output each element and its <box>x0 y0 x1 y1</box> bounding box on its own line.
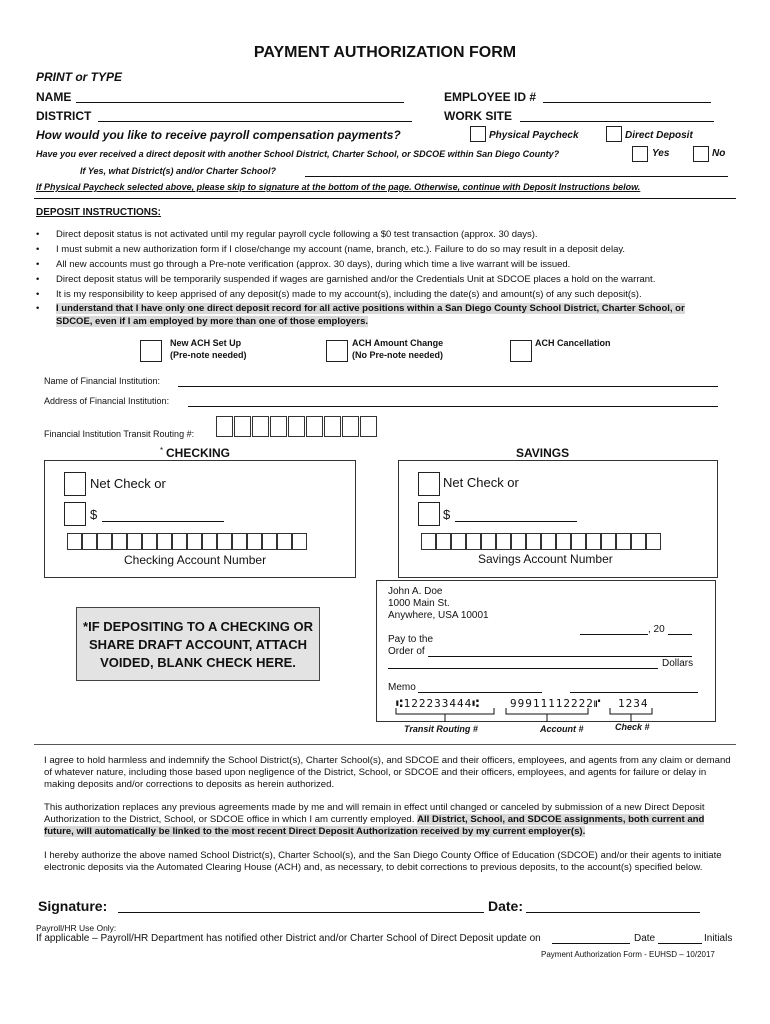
savings-digit-box[interactable] <box>451 533 466 550</box>
check-dollars: Dollars <box>662 658 694 669</box>
savings-digit-box[interactable] <box>436 533 451 550</box>
checking-account-label: Checking Account Number <box>124 553 267 567</box>
checking-digit-box[interactable] <box>292 533 307 550</box>
signature-field[interactable] <box>118 912 484 913</box>
savings-digit-box[interactable] <box>601 533 616 550</box>
payroll-notice: If applicable – Payroll/HR Department has notified other District and/or Charter School of Direct Deposit update on <box>36 933 541 944</box>
print-or-type: PRINT or TYPE <box>36 70 123 84</box>
routing-digit-box[interactable] <box>324 416 341 437</box>
checking-digit-box[interactable] <box>142 533 157 550</box>
savings-amount-field[interactable] <box>455 521 577 522</box>
ach-change-label: ACH Amount Change <box>352 338 444 348</box>
savings-dollar-sign: $ <box>443 507 451 522</box>
district-field[interactable] <box>98 121 412 122</box>
legal-para-1: I agree to hold harmless and indemnify the School District(s), Charter School(s), and SDCOE and their officers, employees, and agents from any claim or demand of whatever nature, including those based upon negligence of the District, School, or SDCOE and their officers, employees, and agents for failure or delay in making deposits and/or corrections to deposits as herein authorized. <box>44 755 731 790</box>
payroll-initials-field[interactable] <box>658 943 702 944</box>
checking-digit-box[interactable] <box>82 533 97 550</box>
employee-id-field[interactable] <box>543 102 711 103</box>
prior-no-label: No <box>712 148 726 159</box>
section-divider <box>34 198 736 199</box>
date-label: Date: <box>488 898 524 914</box>
savings-net-check-checkbox[interactable] <box>418 472 440 496</box>
check-name: John A. Doe <box>388 586 443 597</box>
page-title: PAYMENT AUTHORIZATION FORM <box>253 44 517 61</box>
check-street: 1000 Main St. <box>388 598 450 609</box>
savings-digit-box[interactable] <box>571 533 586 550</box>
micr-check: 1234 <box>618 697 649 710</box>
savings-digit-box[interactable] <box>541 533 556 550</box>
check-signature-line <box>570 692 698 693</box>
employee-id-label: EMPLOYEE ID # <box>444 90 537 104</box>
check-memo-line <box>418 692 542 693</box>
work-site-field[interactable] <box>520 121 714 122</box>
payroll-use-label: Payroll/HR Use Only: <box>36 923 117 933</box>
financial-address-field[interactable] <box>188 406 718 407</box>
checking-net-check-label: Net Check or <box>90 476 166 491</box>
legal-divider <box>34 744 736 745</box>
if-yes-field[interactable] <box>305 176 728 177</box>
voided-check-note: *IF DEPOSITING TO A CHECKING OR SHARE DRAFT ACCOUNT, ATTACH VOIDED, BLANK CHECK HERE. <box>76 607 320 681</box>
deposit-bullet: • I must submit a new authorization form if I close/change my account (name, branch, etc.). Failure to do so may result in a deposit delay. <box>36 244 626 255</box>
check-city: Anywhere, USA 10001 <box>388 610 489 621</box>
routing-digit-box[interactable] <box>234 416 251 437</box>
deposit-heading: DEPOSIT INSTRUCTIONS: <box>36 207 162 218</box>
ach-change-sublabel: (No Pre-note needed) <box>352 350 444 360</box>
work-site-label: WORK SITE <box>444 109 512 123</box>
physical-paycheck-label: Physical Paycheck <box>489 130 579 141</box>
savings-digit-box[interactable] <box>556 533 571 550</box>
check-order-of: Order of <box>388 646 425 657</box>
routing-digit-box[interactable] <box>216 416 233 437</box>
checking-star: * <box>160 446 164 455</box>
financial-name-field[interactable] <box>178 386 718 387</box>
signature-label: Signature: <box>38 898 108 914</box>
date-field[interactable] <box>526 912 700 913</box>
micr-label-check: Check # <box>615 722 650 732</box>
ach-cancel-checkbox[interactable] <box>510 340 532 362</box>
check-year-line <box>668 634 692 635</box>
check-date-suffix: , 20 <box>648 624 665 635</box>
checking-digit-box[interactable] <box>67 533 82 550</box>
prior-yes-checkbox[interactable] <box>632 146 648 162</box>
micr-account: 99911112222⑈ <box>510 697 602 710</box>
checking-amount-field[interactable] <box>102 521 224 522</box>
savings-digit-box[interactable] <box>586 533 601 550</box>
deposit-bullet-highlight-cont: SDCOE, even if I am employed by more than one of those employers. <box>56 316 368 327</box>
check-pay-to: Pay to the <box>388 634 434 645</box>
payroll-initials-word: Initials <box>704 933 733 944</box>
checking-digit-box[interactable] <box>127 533 142 550</box>
ach-change-checkbox[interactable] <box>326 340 348 362</box>
savings-digit-box[interactable] <box>481 533 496 550</box>
financial-address-label: Address of Financial Institution: <box>44 396 170 406</box>
savings-digit-box[interactable] <box>631 533 646 550</box>
checking-digit-box[interactable] <box>247 533 262 550</box>
checking-net-check-checkbox[interactable] <box>64 472 86 496</box>
routing-digit-box[interactable] <box>252 416 269 437</box>
checking-dollar-sign: $ <box>90 507 98 522</box>
deposit-bullet: • Direct deposit status is not activated until my regular payroll cycle following a $0 test transaction (approx. 30 days). <box>36 229 538 240</box>
name-field[interactable] <box>76 102 404 103</box>
checking-title: CHECKING <box>166 446 231 460</box>
routing-digit-box[interactable] <box>342 416 359 437</box>
checking-digit-box[interactable] <box>277 533 292 550</box>
checking-digit-box[interactable] <box>97 533 112 550</box>
checking-digit-box[interactable] <box>217 533 232 550</box>
check-payee-line <box>428 656 692 657</box>
deposit-bullet: • Direct deposit status will be temporarily suspended if wages are garnished and/or the Credentials Unit at SDCOE places a hold on the warrant. <box>36 274 656 285</box>
micr-label-routing: Transit Routing # <box>404 724 478 734</box>
district-label: DISTRICT <box>36 109 92 123</box>
savings-digit-box[interactable] <box>616 533 631 550</box>
checking-amount-checkbox[interactable] <box>64 502 86 526</box>
payroll-date-field[interactable] <box>552 943 630 944</box>
routing-label: Financial Institution Transit Routing #: <box>44 429 195 439</box>
ach-new-sublabel: (Pre-note needed) <box>170 350 247 360</box>
physical-paycheck-checkbox[interactable] <box>470 126 486 142</box>
checking-digit-box[interactable] <box>157 533 172 550</box>
savings-digit-box[interactable] <box>466 533 481 550</box>
prior-deposit-question: Have you ever received a direct deposit with another School District, Charter School, or SDCOE within San Diego County? <box>36 149 560 159</box>
deposit-bullet: • All new accounts must go through a Pre-note verification (approx. 30 days), during which time a live warrant will be issued. <box>36 259 571 270</box>
deposit-bullet: • It is my responsibility to keep apprised of any deposit(s) made to my account(s), including the date(s) and amount(s) of any such deposit(s). <box>36 289 642 300</box>
routing-digit-box[interactable] <box>360 416 377 437</box>
savings-account-label: Savings Account Number <box>478 552 613 566</box>
checking-digit-box[interactable] <box>202 533 217 550</box>
micr-routing: ⑆122233444⑆ <box>396 697 480 710</box>
savings-digit-box[interactable] <box>526 533 541 550</box>
prior-yes-label: Yes <box>652 148 670 159</box>
form-id: Payment Authorization Form - EUHSD – 10/2017 <box>541 950 715 959</box>
micr-label-account: Account # <box>540 724 584 734</box>
savings-digit-box[interactable] <box>496 533 511 550</box>
receive-question: How would you like to receive payroll compensation payments? <box>36 128 401 142</box>
direct-deposit-checkbox[interactable] <box>606 126 622 142</box>
ach-cancel-label: ACH Cancellation <box>535 338 611 348</box>
checking-digit-box[interactable] <box>187 533 202 550</box>
direct-deposit-label: Direct Deposit <box>625 130 693 141</box>
routing-digit-box[interactable] <box>270 416 287 437</box>
savings-digit-box[interactable] <box>511 533 526 550</box>
check-amount-line <box>388 668 658 669</box>
legal-para-2: This authorization replaces any previous agreements made by me and will remain in effect until changed or canceled by submission of a new Direct Deposit Authorization to the District, School, or SDCOE office in which I am currently employed. All District, School, and SDCOE assignments, both current and future, will automatically be linked to the most recent Direct Deposit Authorization received by my current employer(s). <box>44 802 705 837</box>
ach-new-label: New ACH Set Up <box>170 338 242 348</box>
savings-digit-box[interactable] <box>421 533 436 550</box>
savings-title: SAVINGS <box>516 446 570 460</box>
name-label: NAME <box>36 90 72 104</box>
if-yes-label: If Yes, what District(s) and/or Charter School? <box>80 166 277 176</box>
check-date-line <box>580 634 648 635</box>
deposit-bullet-highlight: • I understand that I have only one direct deposit record for all active positions within a San Diego County School District, Charter School, or <box>36 303 685 314</box>
financial-name-label: Name of Financial Institution: <box>44 376 161 386</box>
skip-note: If Physical Paycheck selected above, please skip to signature at the bottom of the page. Otherwise, continue with Deposit Instructions below. <box>36 182 641 192</box>
legal-para-3: I hereby authorize the above named School District(s), Charter School(s), and the San Diego County Office of Education (SDCOE) and/or their agents to initiate electronic deposits via the Automated Clearing House (ACH) and, as necessary, to debit corrections to previous deposits, to the account(s) specified below. <box>44 850 722 873</box>
savings-digit-box[interactable] <box>646 533 661 550</box>
checking-digit-box[interactable] <box>262 533 277 550</box>
payroll-date-word: Date <box>634 933 656 944</box>
checking-digit-box[interactable] <box>112 533 127 550</box>
prior-no-checkbox[interactable] <box>693 146 709 162</box>
check-memo: Memo <box>388 682 416 693</box>
routing-digit-box[interactable] <box>306 416 323 437</box>
ach-new-checkbox[interactable] <box>140 340 162 362</box>
savings-amount-checkbox[interactable] <box>418 502 440 526</box>
savings-net-check-label: Net Check or <box>443 475 519 490</box>
routing-digit-box[interactable] <box>288 416 305 437</box>
checking-digit-box[interactable] <box>172 533 187 550</box>
checking-digit-box[interactable] <box>232 533 247 550</box>
